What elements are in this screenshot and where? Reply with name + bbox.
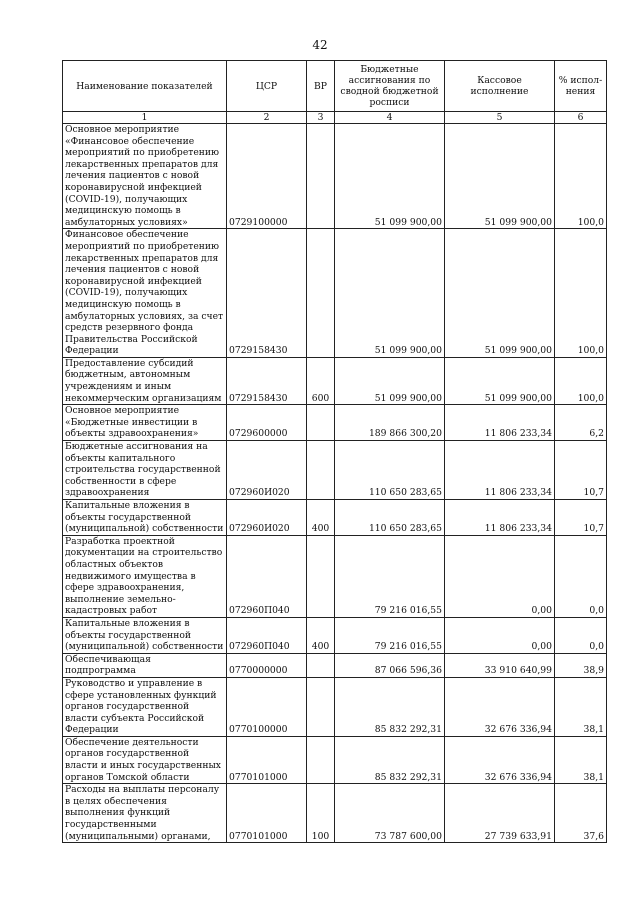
table-row bbox=[63, 677, 607, 736]
row-percent: 100,0 bbox=[555, 229, 607, 358]
row-budget: 79 216 016,55 bbox=[335, 535, 445, 617]
row-vr: 100 bbox=[307, 784, 335, 843]
header-name: Наименование показателей bbox=[63, 61, 227, 112]
table-row bbox=[63, 229, 607, 358]
row-vr bbox=[307, 124, 335, 229]
row-name: Основное мероприятие «Финансовое обеспечение мероприятий по приобретению лекарственных препаратов для лечения пациентов с новой коронавирусной инфекцией (COVID-19), получающих медицинскую помощь в амбулаторных условиях» bbox=[63, 124, 227, 229]
budget-execution-table bbox=[62, 60, 607, 843]
row-vr: 600 bbox=[307, 357, 335, 404]
row-name: Основное мероприятие «Бюджетные инвестиции в объекты здравоохранения» bbox=[63, 405, 227, 441]
row-percent: 38,9 bbox=[555, 653, 607, 677]
header-row bbox=[63, 61, 607, 112]
row-name: Руководство и управление в сфере установленных функций органов государственной власти субъекта Российской Федерации bbox=[63, 677, 227, 736]
row-cash: 27 739 633,91 bbox=[445, 784, 555, 843]
table-row bbox=[63, 617, 607, 653]
table-row bbox=[63, 500, 607, 536]
row-budget: 51 099 900,00 bbox=[335, 229, 445, 358]
table-row bbox=[63, 124, 607, 229]
row-vr bbox=[307, 736, 335, 783]
row-cash: 51 099 900,00 bbox=[445, 124, 555, 229]
header-cash: Кассовое исполнение bbox=[445, 61, 555, 112]
row-budget: 87 066 596,36 bbox=[335, 653, 445, 677]
row-name: Финансовое обеспечение мероприятий по приобретению лекарственных препаратов для лечения пациентов с новой коронавирусной инфекцией (COVID-19), получающих медицинскую помощь в амбулаторных условиях, за счет средств резервного фонда Правительства Российской Федерации bbox=[63, 229, 227, 358]
table-row bbox=[63, 784, 607, 843]
row-name: Обеспечение деятельности органов государственной власти и иных государственных органов Томской области bbox=[63, 736, 227, 783]
row-cash: 0,00 bbox=[445, 617, 555, 653]
column-number: 3 bbox=[307, 112, 335, 124]
row-budget: 73 787 600,00 bbox=[335, 784, 445, 843]
row-name: Капитальные вложения в объекты государственной (муниципальной) собственности bbox=[63, 617, 227, 653]
row-vr bbox=[307, 405, 335, 441]
table-row bbox=[63, 441, 607, 500]
row-csr: 0729100000 bbox=[227, 124, 307, 229]
row-vr bbox=[307, 653, 335, 677]
row-cash: 32 676 336,94 bbox=[445, 736, 555, 783]
row-name: Разработка проектной документации на строительство областных объектов недвижимого имущества в сфере здравоохранения, выполнение земельно-кадастровых работ bbox=[63, 535, 227, 617]
row-percent: 37,6 bbox=[555, 784, 607, 843]
row-vr: 400 bbox=[307, 500, 335, 536]
row-csr: 0729600000 bbox=[227, 405, 307, 441]
row-name: Предоставление субсидий бюджетным, автономным учреждениям и иным некоммерческим организациям bbox=[63, 357, 227, 404]
row-cash: 0,00 bbox=[445, 535, 555, 617]
row-percent: 10,7 bbox=[555, 441, 607, 500]
column-number: 1 bbox=[63, 112, 227, 124]
row-budget: 51 099 900,00 bbox=[335, 124, 445, 229]
row-percent: 10,7 bbox=[555, 500, 607, 536]
row-vr: 400 bbox=[307, 617, 335, 653]
header-vr: ВР bbox=[307, 61, 335, 112]
row-cash: 33 910 640,99 bbox=[445, 653, 555, 677]
row-percent: 0,0 bbox=[555, 617, 607, 653]
row-vr bbox=[307, 229, 335, 358]
row-percent: 38,1 bbox=[555, 736, 607, 783]
row-csr: 0770101000 bbox=[227, 736, 307, 783]
table-row bbox=[63, 736, 607, 783]
row-budget: 85 832 292,31 bbox=[335, 677, 445, 736]
row-cash: 51 099 900,00 bbox=[445, 229, 555, 358]
row-csr: 072960П040 bbox=[227, 535, 307, 617]
row-csr: 0729158430 bbox=[227, 357, 307, 404]
row-budget: 110 650 283,65 bbox=[335, 441, 445, 500]
row-name: Обеспечивающая подпрограмма bbox=[63, 653, 227, 677]
row-percent: 6,2 bbox=[555, 405, 607, 441]
row-cash: 11 806 233,34 bbox=[445, 441, 555, 500]
row-percent: 100,0 bbox=[555, 124, 607, 229]
table-body bbox=[63, 124, 607, 843]
row-budget: 110 650 283,65 bbox=[335, 500, 445, 536]
table-row bbox=[63, 357, 607, 404]
row-csr: 072960И020 bbox=[227, 441, 307, 500]
row-csr: 072960П040 bbox=[227, 617, 307, 653]
column-number: 4 bbox=[335, 112, 445, 124]
row-percent: 38,1 bbox=[555, 677, 607, 736]
row-cash: 51 099 900,00 bbox=[445, 357, 555, 404]
row-percent: 100,0 bbox=[555, 357, 607, 404]
row-name: Расходы на выплаты персоналу в целях обеспечения выполнения функций государственными (муниципальными) органами, bbox=[63, 784, 227, 843]
row-cash: 11 806 233,34 bbox=[445, 500, 555, 536]
row-budget: 79 216 016,55 bbox=[335, 617, 445, 653]
row-csr: 0729158430 bbox=[227, 229, 307, 358]
row-csr: 0770101000 bbox=[227, 784, 307, 843]
table-row bbox=[63, 535, 607, 617]
row-cash: 11 806 233,34 bbox=[445, 405, 555, 441]
row-csr: 0770000000 bbox=[227, 653, 307, 677]
row-csr: 072960И020 bbox=[227, 500, 307, 536]
row-csr: 0770100000 bbox=[227, 677, 307, 736]
row-budget: 189 866 300,20 bbox=[335, 405, 445, 441]
row-budget: 85 832 292,31 bbox=[335, 736, 445, 783]
page-number: 42 bbox=[312, 38, 328, 52]
column-number: 6 bbox=[555, 112, 607, 124]
row-vr bbox=[307, 535, 335, 617]
column-number-row bbox=[63, 112, 607, 124]
row-cash: 32 676 336,94 bbox=[445, 677, 555, 736]
header-percent: % испол- нения bbox=[555, 61, 607, 112]
header-csr: ЦСР bbox=[227, 61, 307, 112]
row-vr bbox=[307, 677, 335, 736]
row-budget: 51 099 900,00 bbox=[335, 357, 445, 404]
table-row bbox=[63, 405, 607, 441]
header-budget: Бюджетные ассигнования по сводной бюджетной росписи bbox=[335, 61, 445, 112]
row-vr bbox=[307, 441, 335, 500]
table-row bbox=[63, 653, 607, 677]
column-number: 2 bbox=[227, 112, 307, 124]
row-name: Капитальные вложения в объекты государственной (муниципальной) собственности bbox=[63, 500, 227, 536]
row-percent: 0,0 bbox=[555, 535, 607, 617]
column-number: 5 bbox=[445, 112, 555, 124]
row-name: Бюджетные ассигнования на объекты капитального строительства государственной собственности в сфере здравоохранения bbox=[63, 441, 227, 500]
